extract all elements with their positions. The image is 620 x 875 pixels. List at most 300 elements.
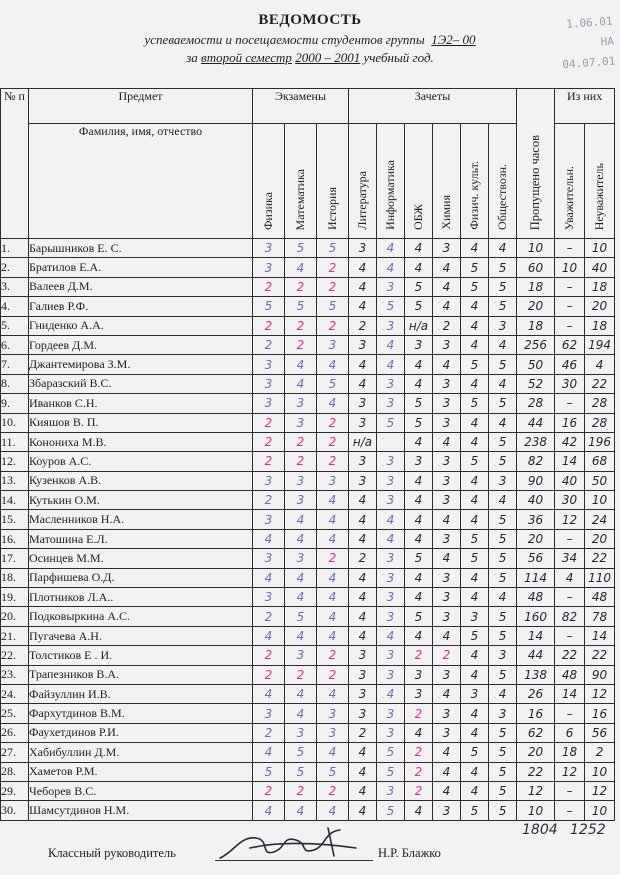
table-row bbox=[1, 239, 615, 258]
grade-cell: 4 bbox=[253, 568, 285, 587]
student-name: Пугачева А.Н. bbox=[29, 626, 253, 645]
excused-hours-cell: 14 bbox=[555, 684, 585, 703]
grade-cell: 5 bbox=[405, 277, 433, 296]
grade-cell: 5 bbox=[461, 549, 489, 568]
excused-hours-cell: 12 bbox=[555, 762, 585, 781]
grade-cell: 3 bbox=[433, 723, 461, 742]
missed-hours-cell: 36 bbox=[517, 510, 555, 529]
student-name: Масленников Н.А. bbox=[29, 510, 253, 529]
student-name: Иванков С.Н. bbox=[29, 394, 253, 413]
unexcused-hours-cell: 20 bbox=[585, 529, 615, 548]
missed-hours-cell: 138 bbox=[517, 665, 555, 684]
student-name: Осинцев М.М. bbox=[29, 549, 253, 568]
row-number: 18. bbox=[1, 568, 29, 587]
grade-cell: 5 bbox=[377, 801, 405, 820]
grade-cell: 2 bbox=[317, 452, 349, 471]
missed-hours-cell: 22 bbox=[517, 762, 555, 781]
col-history-header bbox=[317, 124, 349, 239]
grade-cell: 4 bbox=[489, 684, 517, 703]
grade-cell: 4 bbox=[461, 762, 489, 781]
exams-group-header: Экзамены bbox=[253, 89, 349, 124]
grade-cell: 5 bbox=[461, 801, 489, 820]
grade-cell: 5 bbox=[461, 626, 489, 645]
grade-cell: 3 bbox=[285, 394, 317, 413]
grade-cell: 5 bbox=[377, 297, 405, 316]
unexcused-hours-cell: 48 bbox=[585, 588, 615, 607]
unexcused-hours-cell: 10 bbox=[585, 762, 615, 781]
grade-cell: 4 bbox=[433, 626, 461, 645]
excused-hours-cell: – bbox=[555, 626, 585, 645]
grade-cell: 4 bbox=[461, 432, 489, 451]
table-row bbox=[1, 297, 615, 316]
grade-cell: 4 bbox=[489, 239, 517, 258]
grade-cell: 4 bbox=[349, 607, 377, 626]
grade-cell: 5 bbox=[253, 762, 285, 781]
grades-table bbox=[0, 88, 615, 821]
grade-cell: 5 bbox=[489, 607, 517, 626]
grade-cell: 4 bbox=[317, 607, 349, 626]
grade-cell: 5 bbox=[489, 432, 517, 451]
row-number: 2. bbox=[1, 258, 29, 277]
pe-label: Физич. культ. bbox=[467, 161, 481, 230]
grade-cell: 5 bbox=[317, 374, 349, 393]
excused-hours-cell: 48 bbox=[555, 665, 585, 684]
row-number: 11. bbox=[1, 432, 29, 451]
unexcused-hours-cell: 22 bbox=[585, 646, 615, 665]
grade-cell: 2 bbox=[285, 781, 317, 800]
grade-cell: 3 bbox=[253, 704, 285, 723]
grade-cell: 4 bbox=[433, 684, 461, 703]
missed-hours-cell: 12 bbox=[517, 781, 555, 800]
grade-cell: 4 bbox=[405, 801, 433, 820]
signature-line bbox=[215, 860, 373, 861]
grade-cell: 3 bbox=[433, 394, 461, 413]
unexcused-hours-cell: 16 bbox=[585, 704, 615, 723]
row-number: 23. bbox=[1, 665, 29, 684]
grade-cell: 5 bbox=[285, 297, 317, 316]
student-name: Галиев Р.Ф. bbox=[29, 297, 253, 316]
unexcused-hours-cell: 20 bbox=[585, 297, 615, 316]
table-row bbox=[1, 723, 615, 742]
unexcused-hours-cell: 10 bbox=[585, 801, 615, 820]
grade-cell: 4 bbox=[461, 781, 489, 800]
student-name: Гниденко А.А. bbox=[29, 316, 253, 335]
grade-cell: 2 bbox=[253, 723, 285, 742]
student-name: Фархутдинов В.М. bbox=[29, 704, 253, 723]
grade-cell: 4 bbox=[349, 374, 377, 393]
grade-cell: 2 bbox=[349, 549, 377, 568]
grade-cell: 4 bbox=[461, 491, 489, 510]
grade-cell: 2 bbox=[253, 413, 285, 432]
table-row bbox=[1, 510, 615, 529]
grade-cell: 4 bbox=[433, 432, 461, 451]
row-number: 21. bbox=[1, 626, 29, 645]
table-row bbox=[1, 413, 615, 432]
grade-cell: 4 bbox=[461, 239, 489, 258]
table-row bbox=[1, 374, 615, 393]
grade-cell: 3 bbox=[377, 588, 405, 607]
missed-hours-cell: 44 bbox=[517, 646, 555, 665]
subtitle-text: успеваемости и посещаемости студентов группы bbox=[144, 32, 425, 47]
document-title: ВЕДОМОСТЬ bbox=[258, 12, 362, 28]
student-name: Плотников Л.А.. bbox=[29, 588, 253, 607]
row-number: 9. bbox=[1, 394, 29, 413]
grade-cell: 4 bbox=[349, 568, 377, 587]
grade-cell: 2 bbox=[285, 316, 317, 335]
missed-hours-cell: 28 bbox=[517, 394, 555, 413]
row-number: 8. bbox=[1, 374, 29, 393]
grade-cell: 3 bbox=[349, 335, 377, 354]
row-number: 16. bbox=[1, 529, 29, 548]
unexcused-hours-cell: 12 bbox=[585, 684, 615, 703]
row-number: 12. bbox=[1, 452, 29, 471]
grade-cell: 4 bbox=[285, 626, 317, 645]
col-unexcused-header bbox=[585, 124, 615, 239]
grade-cell: 4 bbox=[285, 684, 317, 703]
document-subtitle-line2 bbox=[0, 50, 620, 66]
unexcused-hours-cell: 2 bbox=[585, 743, 615, 762]
unexcused-hours-cell: 28 bbox=[585, 413, 615, 432]
col-pe-header bbox=[461, 124, 489, 239]
student-name: Гордеев Д.М. bbox=[29, 335, 253, 354]
student-name: Хабибуллин Д.М. bbox=[29, 743, 253, 762]
unexcused-hours-cell: 110 bbox=[585, 568, 615, 587]
grade-cell: 2 bbox=[405, 781, 433, 800]
table-row bbox=[1, 626, 615, 645]
grade-cell: 4 bbox=[461, 588, 489, 607]
chemistry-label: Химия bbox=[439, 195, 453, 230]
col-math-header bbox=[285, 124, 317, 239]
grade-cell: 3 bbox=[253, 374, 285, 393]
class-teacher-label: Классный руководитель bbox=[48, 846, 176, 860]
academic-years: 2000 – 2001 bbox=[295, 50, 361, 65]
grade-cell: 4 bbox=[377, 258, 405, 277]
student-name: Чеборев В.С. bbox=[29, 781, 253, 800]
grade-cell: 3 bbox=[377, 374, 405, 393]
signature-image bbox=[216, 822, 366, 868]
missed-hours-cell: 256 bbox=[517, 335, 555, 354]
grade-cell: 2 bbox=[253, 665, 285, 684]
table-row bbox=[1, 646, 615, 665]
grade-cell: 4 bbox=[285, 801, 317, 820]
grade-cell: 2 bbox=[253, 335, 285, 354]
grade-cell: 4 bbox=[433, 355, 461, 374]
grade-cell: 3 bbox=[253, 355, 285, 374]
row-number: 27. bbox=[1, 743, 29, 762]
grade-cell: 3 bbox=[433, 568, 461, 587]
row-number: 5. bbox=[1, 316, 29, 335]
missed-hours-cell: 44 bbox=[517, 413, 555, 432]
grade-cell: 5 bbox=[253, 297, 285, 316]
grade-cell: 5 bbox=[489, 665, 517, 684]
grade-cell: 2 bbox=[285, 452, 317, 471]
grade-cell: 3 bbox=[433, 239, 461, 258]
grade-cell: 4 bbox=[405, 723, 433, 742]
grade-cell: 3 bbox=[253, 471, 285, 490]
grade-cell: 3 bbox=[433, 452, 461, 471]
table-row bbox=[1, 568, 615, 587]
grade-cell: 5 bbox=[405, 394, 433, 413]
grade-cell: 3 bbox=[349, 646, 377, 665]
grade-cell: 5 bbox=[461, 258, 489, 277]
row-number: 22. bbox=[1, 646, 29, 665]
grade-cell: 2 bbox=[253, 607, 285, 626]
grade-cell: 4 bbox=[317, 355, 349, 374]
total-unexcused-hours: 1252 bbox=[570, 822, 606, 838]
grade-cell: 5 bbox=[377, 762, 405, 781]
grade-cell: 4 bbox=[433, 743, 461, 762]
table-row bbox=[1, 665, 615, 684]
grade-cell: 3 bbox=[489, 704, 517, 723]
grade-cell: 4 bbox=[405, 355, 433, 374]
grade-cell: 3 bbox=[285, 549, 317, 568]
grade-cell: 2 bbox=[433, 316, 461, 335]
missed-hours-cell: 62 bbox=[517, 723, 555, 742]
table-row bbox=[1, 452, 615, 471]
grade-cell: 4 bbox=[405, 239, 433, 258]
table-row bbox=[1, 781, 615, 800]
of-them-header: Из них bbox=[555, 89, 615, 124]
grade-cell: 2 bbox=[317, 277, 349, 296]
semester: второй семестр bbox=[201, 50, 292, 65]
grade-cell: 3 bbox=[317, 704, 349, 723]
grade-cell: 2 bbox=[405, 762, 433, 781]
grade-cell: 2 bbox=[405, 704, 433, 723]
grade-cell: 3 bbox=[433, 704, 461, 723]
math-label: Математика bbox=[293, 168, 307, 230]
excused-hours-cell: 10 bbox=[555, 258, 585, 277]
grade-cell: 3 bbox=[377, 646, 405, 665]
class-teacher-name: Н.Р. Блажко bbox=[378, 846, 441, 860]
unexcused-hours-cell: 194 bbox=[585, 335, 615, 354]
excused-hours-cell: 82 bbox=[555, 607, 585, 626]
grade-cell: 4 bbox=[317, 684, 349, 703]
table-row bbox=[1, 258, 615, 277]
excused-hours-cell: – bbox=[555, 704, 585, 723]
grade-cell: 4 bbox=[489, 491, 517, 510]
excused-hours-cell: 62 bbox=[555, 335, 585, 354]
excused-hours-cell: – bbox=[555, 316, 585, 335]
row-number: 30. bbox=[1, 801, 29, 820]
table-row bbox=[1, 762, 615, 781]
missed-hours-cell: 60 bbox=[517, 258, 555, 277]
grade-cell: 5 bbox=[377, 743, 405, 762]
grade-cell: 4 bbox=[317, 510, 349, 529]
grade-cell: 5 bbox=[489, 743, 517, 762]
grade-cell: 4 bbox=[285, 258, 317, 277]
excused-hours-cell: – bbox=[555, 297, 585, 316]
student-name: Файзуллин И.В. bbox=[29, 684, 253, 703]
grade-cell: 4 bbox=[405, 529, 433, 548]
student-name: Валеев Д.М. bbox=[29, 277, 253, 296]
excused-hours-cell: 42 bbox=[555, 432, 585, 451]
grade-cell: 5 bbox=[489, 258, 517, 277]
grade-cell: 3 bbox=[377, 549, 405, 568]
row-number: 13. bbox=[1, 471, 29, 490]
row-number: 10. bbox=[1, 413, 29, 432]
table-row bbox=[1, 607, 615, 626]
excused-hours-cell: 46 bbox=[555, 355, 585, 374]
excused-hours-cell: 6 bbox=[555, 723, 585, 742]
grade-cell: 4 bbox=[461, 568, 489, 587]
grade-cell: 5 bbox=[489, 510, 517, 529]
unexcused-hours-cell: 196 bbox=[585, 432, 615, 451]
grade-cell: 3 bbox=[253, 549, 285, 568]
missed-hours-cell: 16 bbox=[517, 704, 555, 723]
grade-cell: 4 bbox=[461, 665, 489, 684]
table-row bbox=[1, 355, 615, 374]
grade-cell: 3 bbox=[349, 452, 377, 471]
grade-cell: 5 bbox=[461, 277, 489, 296]
grade-cell: 5 bbox=[489, 801, 517, 820]
missed-hours-cell: 48 bbox=[517, 588, 555, 607]
grade-cell: 2 bbox=[253, 432, 285, 451]
grade-cell: 4 bbox=[349, 626, 377, 645]
grade-cell: 4 bbox=[349, 762, 377, 781]
student-name: Коуров А.С. bbox=[29, 452, 253, 471]
grade-cell: 4 bbox=[433, 549, 461, 568]
excused-label: Уважительн. bbox=[562, 165, 577, 230]
row-number: 4. bbox=[1, 297, 29, 316]
excused-hours-cell: 4 bbox=[555, 568, 585, 587]
grade-cell: 4 bbox=[405, 588, 433, 607]
subtitle-end: учебный год. bbox=[363, 50, 434, 65]
grade-cell: 3 bbox=[285, 723, 317, 742]
student-name: Фаухетдинов Р.И. bbox=[29, 723, 253, 742]
excused-hours-cell: – bbox=[555, 781, 585, 800]
unexcused-hours-cell: 90 bbox=[585, 665, 615, 684]
grade-cell: 4 bbox=[253, 626, 285, 645]
grade-cell: 3 bbox=[461, 607, 489, 626]
grade-cell: 3 bbox=[461, 684, 489, 703]
missed-hours-cell: 20 bbox=[517, 529, 555, 548]
grade-cell: н/а bbox=[349, 432, 377, 451]
unexcused-hours-cell: 28 bbox=[585, 394, 615, 413]
obzh-label: ОБЖ bbox=[411, 203, 425, 230]
grade-cell: 5 bbox=[489, 452, 517, 471]
grade-cell: 5 bbox=[317, 297, 349, 316]
grade-cell: 4 bbox=[405, 626, 433, 645]
grade-cell: 4 bbox=[489, 588, 517, 607]
grade-cell: 4 bbox=[433, 297, 461, 316]
corner-handwritten-note bbox=[542, 12, 616, 77]
excused-hours-cell: – bbox=[555, 394, 585, 413]
grade-cell: 3 bbox=[253, 510, 285, 529]
row-number: 1. bbox=[1, 239, 29, 258]
grade-cell: 5 bbox=[285, 762, 317, 781]
grade-cell: 5 bbox=[317, 762, 349, 781]
grade-cell: 3 bbox=[433, 801, 461, 820]
grade-cell: 5 bbox=[461, 743, 489, 762]
grade-cell: 3 bbox=[285, 491, 317, 510]
grade-cell: 3 bbox=[317, 335, 349, 354]
excused-hours-cell: 22 bbox=[555, 646, 585, 665]
row-number: 6. bbox=[1, 335, 29, 354]
grade-cell: 3 bbox=[377, 394, 405, 413]
grade-cell: 3 bbox=[377, 316, 405, 335]
grade-cell: 5 bbox=[405, 607, 433, 626]
grade-cell: 3 bbox=[377, 471, 405, 490]
total-missed-hours: 1804 bbox=[522, 822, 558, 838]
grade-cell: 5 bbox=[285, 743, 317, 762]
missed-hours-cell: 10 bbox=[517, 239, 555, 258]
grade-cell: 2 bbox=[317, 549, 349, 568]
grade-cell: 4 bbox=[317, 394, 349, 413]
grade-cell: 5 bbox=[317, 239, 349, 258]
grade-cell: 5 bbox=[489, 277, 517, 296]
missed-hours-cell: 40 bbox=[517, 491, 555, 510]
student-name: Трапезников В.А. bbox=[29, 665, 253, 684]
missed-hours-cell: 20 bbox=[517, 743, 555, 762]
grade-cell: 2 bbox=[253, 277, 285, 296]
grade-cell: 2 bbox=[317, 258, 349, 277]
excused-hours-cell: 18 bbox=[555, 743, 585, 762]
subtitle-za: за bbox=[186, 50, 198, 65]
table-row bbox=[1, 471, 615, 490]
grade-cell: 5 bbox=[489, 568, 517, 587]
grade-cell bbox=[377, 432, 405, 451]
group-name: 1Э2– 00 bbox=[431, 32, 476, 47]
grade-cell: 4 bbox=[349, 277, 377, 296]
grade-cell: 2 bbox=[253, 452, 285, 471]
grade-cell: 5 bbox=[405, 297, 433, 316]
unexcused-label: Неуважитель bbox=[592, 162, 607, 230]
row-number: 28. bbox=[1, 762, 29, 781]
grade-cell: 2 bbox=[317, 316, 349, 335]
col-number-header: № п bbox=[1, 89, 29, 239]
grade-cell: 4 bbox=[253, 801, 285, 820]
grade-cell: 4 bbox=[461, 471, 489, 490]
col-excused-header bbox=[555, 124, 585, 239]
grade-cell: 4 bbox=[285, 374, 317, 393]
student-name: Кияшов В. П. bbox=[29, 413, 253, 432]
grade-cell: 3 bbox=[433, 491, 461, 510]
grade-cell: 4 bbox=[461, 646, 489, 665]
literature-label: Литература bbox=[355, 171, 369, 230]
student-name: Кузенков А.В. bbox=[29, 471, 253, 490]
grade-cell: 2 bbox=[317, 413, 349, 432]
table-row bbox=[1, 588, 615, 607]
excused-hours-cell: – bbox=[555, 277, 585, 296]
unexcused-hours-cell: 22 bbox=[585, 374, 615, 393]
table-row bbox=[1, 529, 615, 548]
missed-hours-cell: 10 bbox=[517, 801, 555, 820]
grade-cell: 2 bbox=[317, 665, 349, 684]
table-row bbox=[1, 801, 615, 820]
missed-hours-cell: 14 bbox=[517, 626, 555, 645]
grade-cell: 4 bbox=[349, 258, 377, 277]
grade-cell: 4 bbox=[349, 355, 377, 374]
table-row bbox=[1, 743, 615, 762]
table-row bbox=[1, 491, 615, 510]
excused-hours-cell: 34 bbox=[555, 549, 585, 568]
corner-note-line2: НА 04.07.01 bbox=[561, 34, 616, 72]
grade-cell: 3 bbox=[253, 258, 285, 277]
history-label: История bbox=[325, 186, 339, 230]
grade-cell: 4 bbox=[461, 723, 489, 742]
table-row bbox=[1, 684, 615, 703]
social-label: Обществозн. bbox=[495, 164, 510, 230]
student-name: Братилов Е.А. bbox=[29, 258, 253, 277]
grade-cell: 4 bbox=[461, 413, 489, 432]
grade-cell: 4 bbox=[349, 801, 377, 820]
grade-cell: 4 bbox=[285, 704, 317, 723]
row-number: 3. bbox=[1, 277, 29, 296]
col-missed-header bbox=[517, 89, 555, 239]
grade-cell: 3 bbox=[433, 335, 461, 354]
grade-cell: 5 bbox=[489, 626, 517, 645]
grade-cell: 4 bbox=[377, 355, 405, 374]
